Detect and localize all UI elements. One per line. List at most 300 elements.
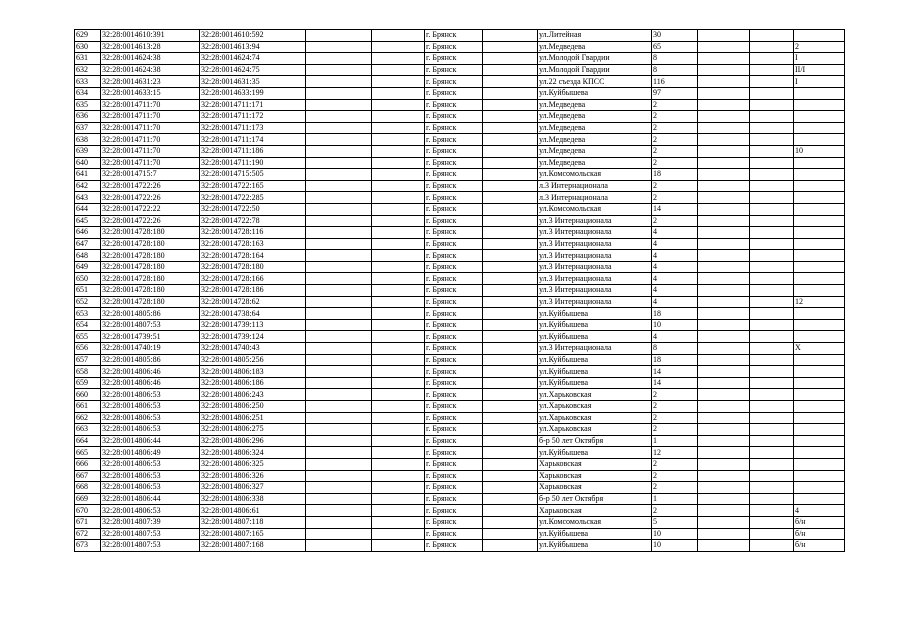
row-number-cell: 669	[75, 493, 101, 505]
city-cell: г. Брянск	[425, 192, 483, 204]
empty-cell	[698, 30, 750, 42]
street-cell: ул.Харьковская	[538, 401, 652, 413]
house-number-cell: 12	[652, 447, 698, 459]
empty-cell	[750, 528, 794, 540]
empty-cell	[750, 215, 794, 227]
table-row	[75, 180, 845, 192]
empty-cell	[372, 319, 425, 331]
object-number-cell: 32:28:0014807:168	[200, 540, 306, 552]
empty-cell	[483, 401, 538, 413]
empty-cell	[306, 343, 372, 355]
empty-cell	[372, 180, 425, 192]
empty-cell	[306, 493, 372, 505]
empty-cell	[750, 424, 794, 436]
object-number-cell: 32:28:0014711:174	[200, 134, 306, 146]
house-number-cell: 14	[652, 377, 698, 389]
empty-cell	[372, 285, 425, 297]
building-cell: б/н	[794, 540, 845, 552]
house-number-cell: 2	[652, 99, 698, 111]
parcel-number-cell: 32:28:0014805:86	[101, 354, 200, 366]
building-cell	[794, 99, 845, 111]
empty-cell	[750, 505, 794, 517]
city-cell: г. Брянск	[425, 308, 483, 320]
empty-cell	[372, 424, 425, 436]
table-row	[75, 389, 845, 401]
street-cell: л.3 Интернационала	[538, 180, 652, 192]
object-number-cell: 32:28:0014806:186	[200, 377, 306, 389]
row-number-cell: 641	[75, 169, 101, 181]
empty-cell	[750, 261, 794, 273]
street-cell: ул.3 Интернационала	[538, 250, 652, 262]
parcel-number-cell: 32:28:0014631:23	[101, 76, 200, 88]
street-cell: ул.Харьковская	[538, 389, 652, 401]
street-cell: б-р 50 лет Октября	[538, 493, 652, 505]
empty-cell	[698, 447, 750, 459]
empty-cell	[750, 238, 794, 250]
parcel-number-cell: 32:28:0014722:26	[101, 180, 200, 192]
empty-cell	[750, 76, 794, 88]
empty-cell	[306, 180, 372, 192]
house-number-cell: 10	[652, 540, 698, 552]
empty-cell	[698, 87, 750, 99]
empty-cell	[306, 203, 372, 215]
empty-cell	[306, 122, 372, 134]
city-cell: г. Брянск	[425, 296, 483, 308]
object-number-cell: 32:28:0014624:75	[200, 64, 306, 76]
street-cell: ул.Комсомольская	[538, 516, 652, 528]
empty-cell	[306, 540, 372, 552]
empty-cell	[750, 354, 794, 366]
empty-cell	[750, 227, 794, 239]
empty-cell	[306, 389, 372, 401]
table-row	[75, 157, 845, 169]
empty-cell	[698, 505, 750, 517]
house-number-cell: 4	[652, 296, 698, 308]
city-cell: г. Брянск	[425, 227, 483, 239]
row-number-cell: 629	[75, 30, 101, 42]
building-cell	[794, 30, 845, 42]
street-cell: Харьковская	[538, 505, 652, 517]
street-cell: ул.3 Интернационала	[538, 227, 652, 239]
empty-cell	[372, 354, 425, 366]
object-number-cell: 32:28:0014631:35	[200, 76, 306, 88]
empty-cell	[483, 215, 538, 227]
city-cell: г. Брянск	[425, 424, 483, 436]
empty-cell	[306, 157, 372, 169]
parcel-number-cell: 32:28:0014806:44	[101, 435, 200, 447]
empty-cell	[372, 157, 425, 169]
empty-cell	[698, 412, 750, 424]
row-number-cell: 671	[75, 516, 101, 528]
table-row	[75, 53, 845, 65]
table-row	[75, 458, 845, 470]
empty-cell	[750, 64, 794, 76]
house-number-cell: 4	[652, 285, 698, 297]
row-number-cell: 645	[75, 215, 101, 227]
row-number-cell: 647	[75, 238, 101, 250]
row-number-cell: 655	[75, 331, 101, 343]
empty-cell	[306, 76, 372, 88]
parcel-number-cell: 32:28:0014711:70	[101, 157, 200, 169]
parcel-number-cell: 32:28:0014613:28	[101, 41, 200, 53]
parcel-number-cell: 32:28:0014807:53	[101, 319, 200, 331]
object-number-cell: 32:28:0014806:61	[200, 505, 306, 517]
empty-cell	[306, 505, 372, 517]
city-cell: г. Брянск	[425, 343, 483, 355]
empty-cell	[698, 261, 750, 273]
empty-cell	[306, 435, 372, 447]
table-row	[75, 203, 845, 215]
city-cell: г. Брянск	[425, 389, 483, 401]
parcel-number-cell: 32:28:0014806:53	[101, 505, 200, 517]
table-row	[75, 354, 845, 366]
parcel-number-cell: 32:28:0014711:70	[101, 111, 200, 123]
empty-cell	[698, 145, 750, 157]
row-number-cell: 630	[75, 41, 101, 53]
street-cell: ул.Куйбышева	[538, 377, 652, 389]
empty-cell	[306, 401, 372, 413]
empty-cell	[483, 296, 538, 308]
empty-cell	[698, 470, 750, 482]
empty-cell	[750, 458, 794, 470]
building-cell	[794, 470, 845, 482]
empty-cell	[483, 424, 538, 436]
empty-cell	[306, 308, 372, 320]
house-number-cell: 8	[652, 53, 698, 65]
house-number-cell: 2	[652, 389, 698, 401]
city-cell: г. Брянск	[425, 493, 483, 505]
house-number-cell: 4	[652, 273, 698, 285]
empty-cell	[483, 285, 538, 297]
row-number-cell: 662	[75, 412, 101, 424]
table-row	[75, 296, 845, 308]
parcel-number-cell: 32:28:0014806:53	[101, 482, 200, 494]
empty-cell	[483, 41, 538, 53]
empty-cell	[483, 354, 538, 366]
parcel-number-cell: 32:28:0014728:180	[101, 227, 200, 239]
object-number-cell: 32:28:0014711:171	[200, 99, 306, 111]
empty-cell	[372, 273, 425, 285]
row-number-cell: 648	[75, 250, 101, 262]
empty-cell	[372, 470, 425, 482]
street-cell: ул.3 Интернационала	[538, 261, 652, 273]
street-cell: ул.22 съезда КПСС	[538, 76, 652, 88]
empty-cell	[372, 493, 425, 505]
empty-cell	[306, 261, 372, 273]
row-number-cell: 639	[75, 145, 101, 157]
house-number-cell: 116	[652, 76, 698, 88]
empty-cell	[372, 296, 425, 308]
empty-cell	[483, 366, 538, 378]
empty-cell	[483, 134, 538, 146]
city-cell: г. Брянск	[425, 99, 483, 111]
empty-cell	[698, 435, 750, 447]
empty-cell	[372, 261, 425, 273]
empty-cell	[698, 331, 750, 343]
parcel-number-cell: 32:28:0014728:180	[101, 285, 200, 297]
empty-cell	[483, 528, 538, 540]
empty-cell	[483, 250, 538, 262]
empty-cell	[698, 76, 750, 88]
empty-cell	[698, 424, 750, 436]
empty-cell	[750, 412, 794, 424]
empty-cell	[372, 308, 425, 320]
empty-cell	[372, 30, 425, 42]
street-cell: ул.Куйбышева	[538, 540, 652, 552]
empty-cell	[372, 64, 425, 76]
empty-cell	[306, 64, 372, 76]
object-number-cell: 32:28:0014806:183	[200, 366, 306, 378]
empty-cell	[483, 343, 538, 355]
empty-cell	[483, 308, 538, 320]
empty-cell	[483, 482, 538, 494]
building-cell	[794, 308, 845, 320]
empty-cell	[483, 505, 538, 517]
empty-cell	[306, 528, 372, 540]
empty-cell	[750, 203, 794, 215]
house-number-cell: 18	[652, 169, 698, 181]
row-number-cell: 640	[75, 157, 101, 169]
empty-cell	[750, 169, 794, 181]
parcel-number-cell: 32:28:0014624:38	[101, 64, 200, 76]
empty-cell	[483, 273, 538, 285]
street-cell: ул.3 Интернационала	[538, 285, 652, 297]
object-number-cell: 32:28:0014722:50	[200, 203, 306, 215]
parcel-number-cell: 32:28:0014806:49	[101, 447, 200, 459]
street-cell: ул.Медведева	[538, 157, 652, 169]
empty-cell	[483, 169, 538, 181]
city-cell: г. Брянск	[425, 238, 483, 250]
empty-cell	[483, 238, 538, 250]
object-number-cell: 32:28:0014711:173	[200, 122, 306, 134]
city-cell: г. Брянск	[425, 319, 483, 331]
building-cell	[794, 401, 845, 413]
house-number-cell: 30	[652, 30, 698, 42]
house-number-cell: 2	[652, 180, 698, 192]
street-cell: л.3 Интернационала	[538, 192, 652, 204]
table-row	[75, 64, 845, 76]
row-number-cell: 634	[75, 87, 101, 99]
empty-cell	[306, 458, 372, 470]
table-row	[75, 215, 845, 227]
empty-cell	[750, 122, 794, 134]
building-cell	[794, 354, 845, 366]
row-number-cell: 642	[75, 180, 101, 192]
empty-cell	[698, 64, 750, 76]
row-number-cell: 650	[75, 273, 101, 285]
table-row	[75, 122, 845, 134]
street-cell: ул.Харьковская	[538, 412, 652, 424]
row-number-cell: 633	[75, 76, 101, 88]
object-number-cell: 32:28:0014806:243	[200, 389, 306, 401]
empty-cell	[483, 377, 538, 389]
empty-cell	[306, 169, 372, 181]
city-cell: г. Брянск	[425, 540, 483, 552]
empty-cell	[306, 30, 372, 42]
object-number-cell: 32:28:0014806:251	[200, 412, 306, 424]
house-number-cell: 65	[652, 41, 698, 53]
table-row	[75, 30, 845, 42]
table-row	[75, 447, 845, 459]
empty-cell	[483, 389, 538, 401]
house-number-cell: 8	[652, 343, 698, 355]
empty-cell	[372, 203, 425, 215]
empty-cell	[483, 76, 538, 88]
house-number-cell: 4	[652, 227, 698, 239]
empty-cell	[372, 540, 425, 552]
row-number-cell: 667	[75, 470, 101, 482]
empty-cell	[750, 192, 794, 204]
building-cell	[794, 261, 845, 273]
empty-cell	[372, 505, 425, 517]
object-number-cell: 32:28:0014728:62	[200, 296, 306, 308]
street-cell: ул.Куйбышева	[538, 319, 652, 331]
building-cell	[794, 122, 845, 134]
empty-cell	[483, 203, 538, 215]
city-cell: г. Брянск	[425, 354, 483, 366]
empty-cell	[372, 250, 425, 262]
empty-cell	[306, 482, 372, 494]
street-cell: ул.Куйбышева	[538, 447, 652, 459]
empty-cell	[750, 99, 794, 111]
empty-cell	[372, 41, 425, 53]
empty-cell	[750, 447, 794, 459]
empty-cell	[372, 389, 425, 401]
building-cell	[794, 447, 845, 459]
city-cell: г. Брянск	[425, 134, 483, 146]
empty-cell	[483, 319, 538, 331]
building-cell	[794, 377, 845, 389]
empty-cell	[306, 134, 372, 146]
building-cell	[794, 412, 845, 424]
empty-cell	[750, 30, 794, 42]
table-row	[75, 134, 845, 146]
empty-cell	[483, 111, 538, 123]
empty-cell	[483, 192, 538, 204]
street-cell: ул.Комсомольская	[538, 203, 652, 215]
empty-cell	[372, 111, 425, 123]
empty-cell	[306, 192, 372, 204]
street-cell: ул.3 Интернационала	[538, 238, 652, 250]
row-number-cell: 646	[75, 227, 101, 239]
table-row	[75, 87, 845, 99]
city-cell: г. Брянск	[425, 528, 483, 540]
row-number-cell: 663	[75, 424, 101, 436]
parcel-number-cell: 32:28:0014711:70	[101, 122, 200, 134]
empty-cell	[372, 192, 425, 204]
object-number-cell: 32:28:0014728:186	[200, 285, 306, 297]
empty-cell	[306, 412, 372, 424]
table-row	[75, 145, 845, 157]
empty-cell	[483, 180, 538, 192]
house-number-cell: 8	[652, 64, 698, 76]
house-number-cell: 2	[652, 412, 698, 424]
empty-cell	[750, 401, 794, 413]
empty-cell	[372, 238, 425, 250]
city-cell: г. Брянск	[425, 331, 483, 343]
building-cell	[794, 493, 845, 505]
empty-cell	[698, 458, 750, 470]
row-number-cell: 638	[75, 134, 101, 146]
table-row	[75, 192, 845, 204]
city-cell: г. Брянск	[425, 250, 483, 262]
empty-cell	[698, 366, 750, 378]
empty-cell	[483, 331, 538, 343]
row-number-cell: 666	[75, 458, 101, 470]
empty-cell	[372, 122, 425, 134]
city-cell: г. Брянск	[425, 41, 483, 53]
table-row	[75, 540, 845, 552]
house-number-cell: 4	[652, 331, 698, 343]
empty-cell	[372, 227, 425, 239]
empty-cell	[698, 296, 750, 308]
empty-cell	[483, 87, 538, 99]
row-number-cell: 660	[75, 389, 101, 401]
building-cell: б/н	[794, 528, 845, 540]
object-number-cell: 32:28:0014728:116	[200, 227, 306, 239]
building-cell	[794, 285, 845, 297]
empty-cell	[483, 540, 538, 552]
empty-cell	[698, 238, 750, 250]
building-cell	[794, 331, 845, 343]
house-number-cell: 5	[652, 516, 698, 528]
empty-cell	[372, 53, 425, 65]
table-row	[75, 285, 845, 297]
object-number-cell: 32:28:0014807:118	[200, 516, 306, 528]
empty-cell	[483, 157, 538, 169]
house-number-cell: 2	[652, 424, 698, 436]
street-cell: ул.Молодой Гвардии	[538, 64, 652, 76]
empty-cell	[698, 308, 750, 320]
empty-cell	[483, 261, 538, 273]
parcel-number-cell: 32:28:0014807:39	[101, 516, 200, 528]
house-number-cell: 2	[652, 145, 698, 157]
register-table	[74, 29, 845, 552]
empty-cell	[306, 331, 372, 343]
city-cell: г. Брянск	[425, 215, 483, 227]
row-number-cell: 635	[75, 99, 101, 111]
empty-cell	[750, 389, 794, 401]
empty-cell	[372, 377, 425, 389]
empty-cell	[750, 319, 794, 331]
building-cell	[794, 180, 845, 192]
street-cell: ул.Медведева	[538, 99, 652, 111]
table-row	[75, 412, 845, 424]
table-row	[75, 366, 845, 378]
house-number-cell: 2	[652, 215, 698, 227]
empty-cell	[698, 250, 750, 262]
empty-cell	[483, 99, 538, 111]
table-row	[75, 319, 845, 331]
object-number-cell: 32:28:0014806:324	[200, 447, 306, 459]
table-row	[75, 99, 845, 111]
empty-cell	[483, 412, 538, 424]
table-row	[75, 273, 845, 285]
empty-cell	[306, 111, 372, 123]
empty-cell	[698, 285, 750, 297]
row-number-cell: 649	[75, 261, 101, 273]
object-number-cell: 32:28:0014807:165	[200, 528, 306, 540]
street-cell: ул.Медведева	[538, 134, 652, 146]
empty-cell	[372, 482, 425, 494]
row-number-cell: 653	[75, 308, 101, 320]
house-number-cell: 14	[652, 203, 698, 215]
house-number-cell: 4	[652, 261, 698, 273]
building-cell: I	[794, 76, 845, 88]
house-number-cell: 2	[652, 458, 698, 470]
row-number-cell: 670	[75, 505, 101, 517]
house-number-cell: 2	[652, 111, 698, 123]
